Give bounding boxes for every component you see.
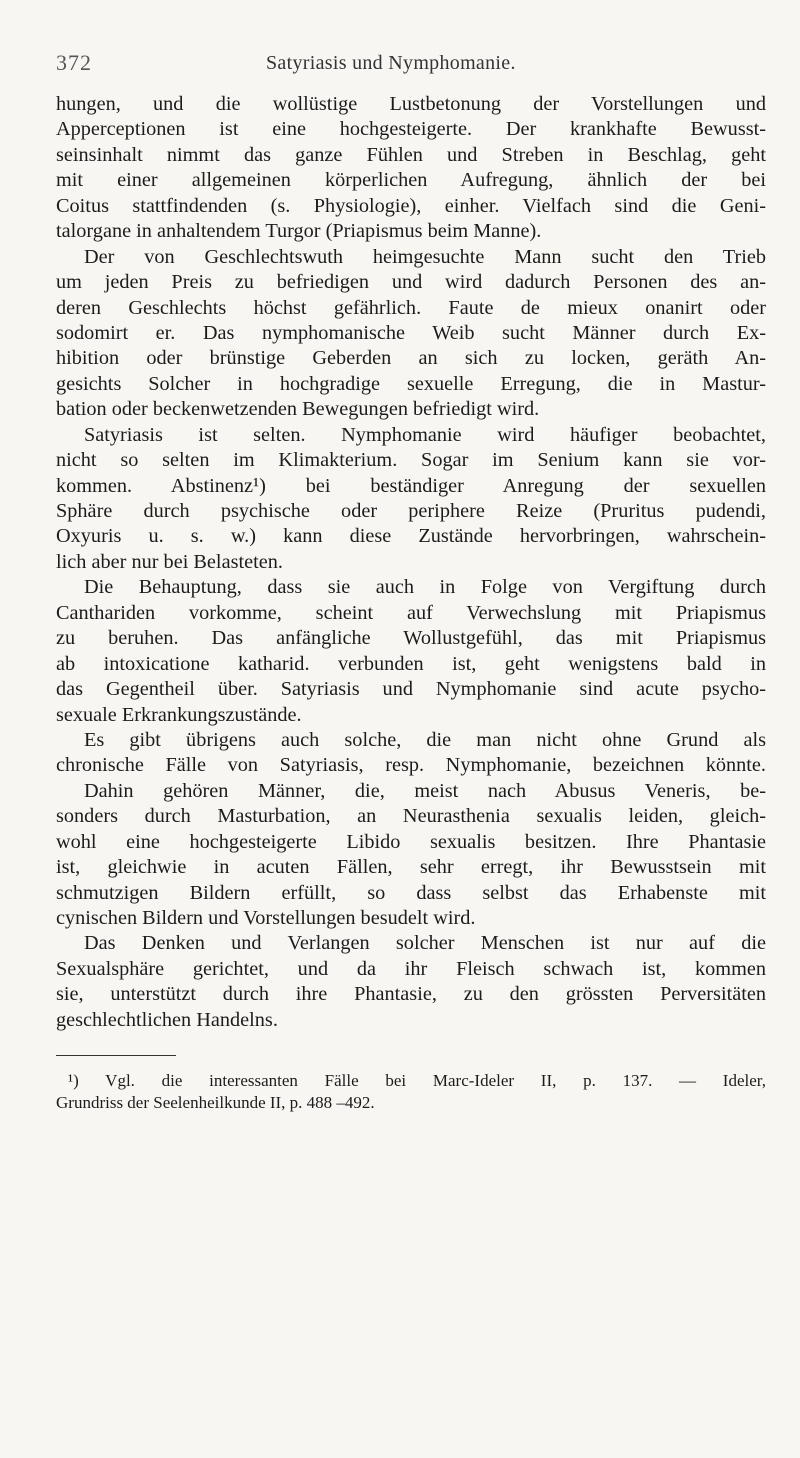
text-line: Die Behauptung, dass sie auch in Folge von Vergiftung durch [84, 576, 766, 599]
text-line: gesichts Solcher in hochgradige sexuelle Erregung, die in Mastur- [56, 372, 766, 395]
text-line: cynischen Bildern und Vorstellungen besudelt wird. [56, 907, 476, 929]
footnote-line: ¹) Vgl. die interessanten Fälle bei Marc-Ideler II, p. 137. — Ideler, [68, 1071, 766, 1091]
text-line: Es gibt übrigens auch solche, die man nicht ohne Grund als [84, 728, 766, 751]
text-line: sexuale Erkrankungszustände. [56, 703, 302, 726]
text-line: wohl eine hochgesteigerte Libido sexualis besitzen. Ihre Phantasie [56, 830, 766, 853]
footnotes [56, 1070, 766, 1114]
text-line: Coitus stattfindenden (s. Physiologie), einher. Vielfach sind die Geni- [56, 194, 766, 217]
text-line: sie, unterstützt durch ihre Phantasie, zu den grössten Perversitäten [56, 983, 766, 1006]
text-line: Das Denken und Verlangen solcher Menschen ist nur auf die [84, 932, 766, 955]
text-line: um jeden Preis zu befriedigen und wird dadurch Personen des an- [56, 271, 766, 294]
text-line: ab intoxicatione katharid. verbunden ist, geht wenigstens bald in [56, 652, 766, 675]
footnote-line: Grundriss der Seelenheilkunde II, p. 488 –492. [56, 1093, 375, 1113]
text-line: Sexualsphäre gerichtet, und da ihr Fleisch schwach ist, kommen [56, 957, 766, 980]
text-line: seinsinhalt nimmt das ganze Fühlen und Streben in Beschlag, geht [56, 143, 766, 166]
text-line: schmutzigen Bildern erfüllt, so dass selbst das Erhabenste mit [56, 881, 766, 904]
body-text [56, 92, 766, 1033]
text-line: das Gegentheil über. Satyriasis und Nymphomanie sind acute psycho- [56, 678, 766, 701]
text-line: Der von Geschlechtswuth heimgesuchte Mann sucht den Trieb [84, 245, 766, 268]
footnote-divider [56, 1055, 176, 1056]
page-number: 372 [56, 50, 92, 75]
text-line: kommen. Abstinenz¹) bei beständiger Anregung der sexuellen [56, 474, 766, 497]
text-line: sodomirt er. Das nymphomanische Weib sucht Männer durch Ex- [56, 321, 766, 344]
text-line: chronische Fälle von Satyriasis, resp. Nymphomanie, bezeichnen könnte. [56, 754, 766, 777]
text-line: geschlechtlichen Handelns. [56, 1008, 278, 1031]
text-line: bation oder beckenwetzenden Bewegungen befriedigt wird. [56, 398, 540, 421]
text-line: Apperceptionen ist eine hochgesteigerte. Der krankhafte Bewusst- [56, 118, 766, 141]
text-line: ist, gleichwie in acuten Fällen, sehr erregt, ihr Bewusstsein mit [56, 856, 766, 879]
text-line: deren Geschlechts höchst gefährlich. Faute de mieux onanirt oder [56, 296, 766, 319]
page-header [56, 50, 766, 84]
running-title: Satyriasis und Nymphomanie. [266, 52, 516, 74]
text-line: sonders durch Masturbation, an Neurasthenia sexualis leiden, gleich- [56, 805, 766, 828]
text-line: Canthariden vorkomme, scheint auf Verwechslung mit Priapismus [56, 601, 766, 624]
text-line: lich aber nur bei Belasteten. [56, 550, 283, 573]
text-line: hungen, und die wollüstige Lustbetonung der Vorstellungen und [56, 93, 766, 115]
text-line: Dahin gehören Männer, die, meist nach Abusus Veneris, be- [84, 779, 766, 802]
text-line: nicht so selten im Klimakterium. Sogar im Senium kann sie vor- [56, 449, 766, 472]
text-line: hibition oder brünstige Geberden an sich zu locken, geräth An- [56, 347, 766, 370]
text-line: talorgane in anhaltendem Turgor (Priapismus beim Manne). [56, 220, 542, 243]
text-line: Oxyuris u. s. w.) kann diese Zustände hervorbringen, wahrschein- [56, 525, 766, 548]
text-line: mit einer allgemeinen körperlichen Aufregung, ähnlich der bei [56, 169, 766, 192]
book-page [56, 50, 766, 1114]
text-line: Sphäre durch psychische oder periphere Reize (Pruritus pudendi, [56, 500, 766, 522]
text-line: zu beruhen. Das anfängliche Wollustgefühl, das mit Priapismus [56, 627, 766, 650]
text-line: Satyriasis ist selten. Nymphomanie wird häufiger beobachtet, [84, 423, 766, 446]
